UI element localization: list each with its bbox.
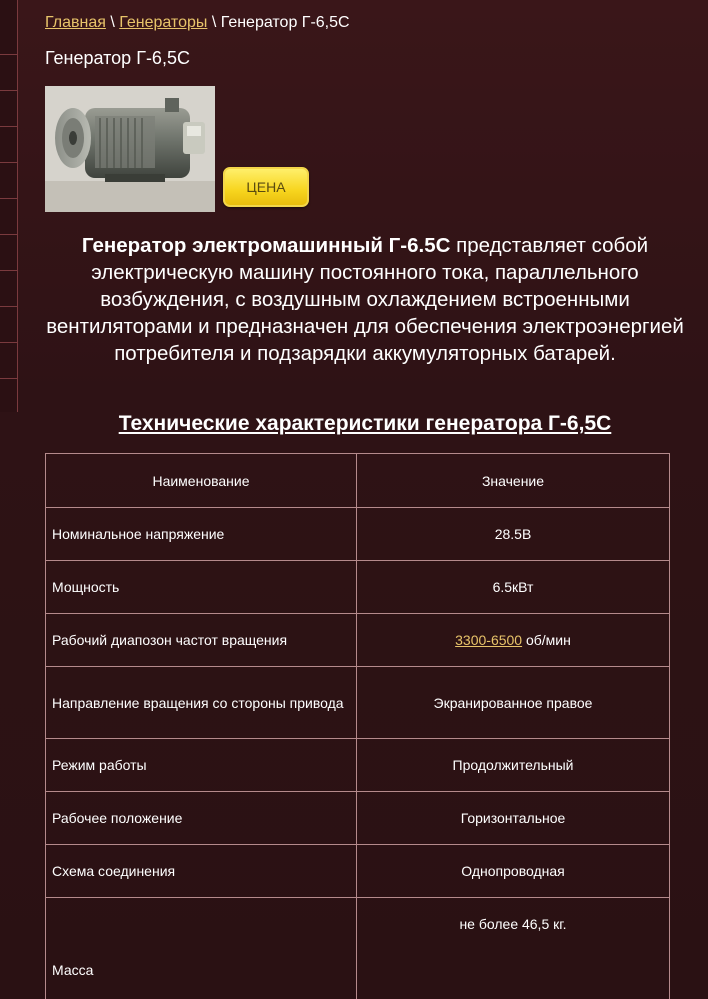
left-sidebar-rail <box>0 0 18 412</box>
breadcrumb <box>45 14 350 32</box>
spec-name: Рабочий диапозон частот вращения <box>46 614 357 667</box>
breadcrumb-home-link[interactable]: Главная <box>45 14 106 31</box>
rail-divider <box>0 234 17 235</box>
specs-heading: Технические характеристики генератора Г-6,5С <box>118 412 612 435</box>
spec-name: Режим работы <box>46 739 357 792</box>
table-row <box>46 845 670 898</box>
rail-divider <box>0 90 17 91</box>
breadcrumb-separator: \ <box>207 14 221 31</box>
table-row <box>46 561 670 614</box>
page-title: Генератор Г-6,5С <box>45 48 190 68</box>
column-header-name: Наименование <box>46 454 357 508</box>
spec-value: Горизонтальное <box>357 792 670 845</box>
specs-header-row <box>46 454 670 508</box>
rail-divider <box>0 378 17 379</box>
product-description <box>45 232 685 367</box>
spec-value: Однопроводная <box>357 845 670 898</box>
rpm-range-link[interactable]: 3300-6500 <box>455 632 523 648</box>
spec-name: Масса <box>46 898 357 999</box>
spec-value: 28.5В <box>357 508 670 561</box>
rail-divider <box>0 54 17 55</box>
spec-value: Экранированное правое <box>357 667 670 739</box>
rail-divider <box>0 162 17 163</box>
table-row <box>46 508 670 561</box>
breadcrumb-current: Генератор Г-6,5С <box>220 14 350 31</box>
table-row <box>46 667 670 739</box>
specs-table <box>45 453 670 999</box>
rpm-unit: об/мин <box>522 632 571 648</box>
table-row <box>46 614 670 667</box>
breadcrumb-generators-link[interactable]: Генераторы <box>119 14 208 31</box>
spec-value: не более 46,5 кг. <box>357 898 670 999</box>
spec-name: Схема соединения <box>46 845 357 898</box>
breadcrumb-separator: \ <box>105 14 120 31</box>
spec-value: Продолжительный <box>357 739 670 792</box>
rail-divider <box>0 126 17 127</box>
generator-image-icon <box>45 86 215 212</box>
rail-divider <box>0 198 17 199</box>
table-row <box>46 898 670 999</box>
generator-photo[interactable] <box>45 86 215 212</box>
table-row <box>46 792 670 845</box>
price-button[interactable]: ЦЕНА <box>223 167 309 207</box>
description-product-name: Генератор электромашинный Г-6.5С <box>81 234 451 257</box>
column-header-value: Значение <box>357 454 670 508</box>
spec-name: Номинальное напряжение <box>46 508 357 561</box>
table-row <box>46 739 670 792</box>
spec-name: Рабочее положение <box>46 792 357 845</box>
rail-divider <box>0 270 17 271</box>
spec-value: 6.5кВт <box>357 561 670 614</box>
rail-divider <box>0 342 17 343</box>
description-text: представляет собой электрическую машину постоянного тока, параллельного возбуждения, с воздушным охлаждением встроенными вентиляторами и предназначен для обеспечения электроэнергией потребителя и подзарядки аккумуляторных батарей. <box>46 234 684 365</box>
spec-name: Мощность <box>46 561 357 614</box>
spec-name: Направление вращения со стороны привода <box>46 667 357 739</box>
rail-divider <box>0 306 17 307</box>
spec-value <box>357 614 670 667</box>
